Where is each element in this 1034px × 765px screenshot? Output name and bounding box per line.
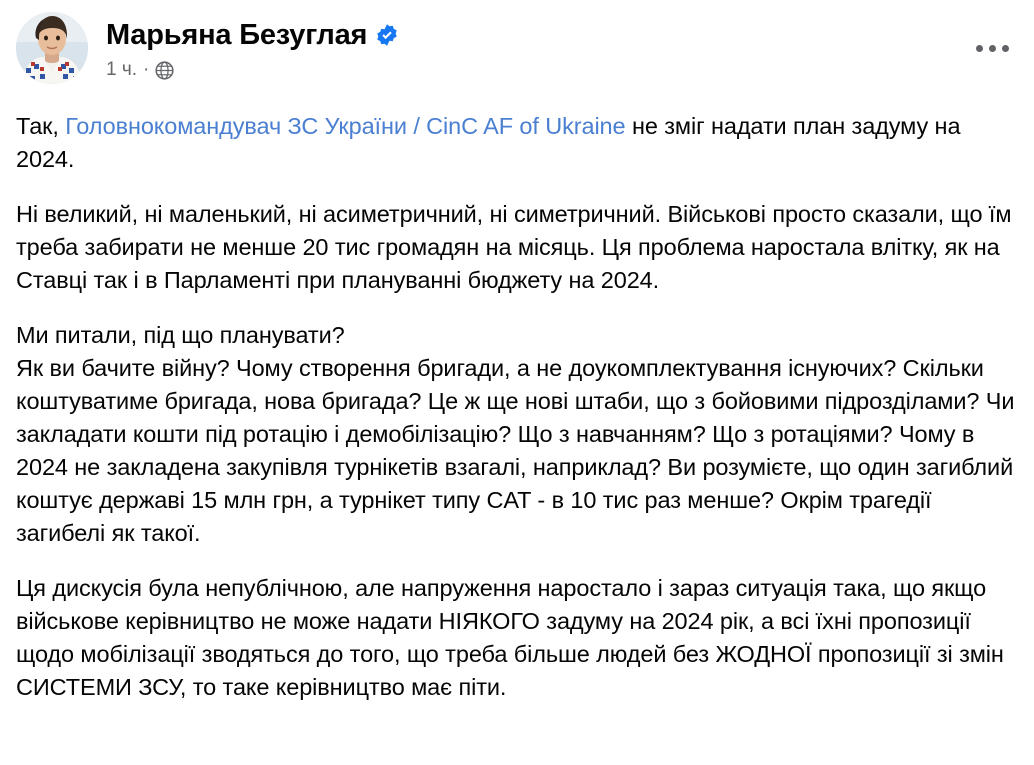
post-body [16, 110, 1018, 704]
post-timestamp[interactable]: 1 ч. [106, 59, 138, 80]
author-line [106, 18, 399, 52]
author-name[interactable]: Марьяна Безуглая [106, 19, 368, 51]
post-paragraph [16, 572, 1018, 704]
avatar[interactable] [16, 12, 88, 84]
post-author-block [106, 12, 399, 81]
paragraph-text: Ні великий, ні маленький, ні асиметричний, ні симетричний. Військові просто сказали, що їм треба забирати не менше 20 тис громадян на місяць. Ця проблема наростала влітку, як на Ставці так і в Парламенті при плануванні бюджету на 2024. [16, 201, 1012, 293]
paragraph-text: Як ви бачите війну? Чому створення бригади, а не доукомплектування існуючих? Скільки коштуватиме бригада, нова бригада? Це ж ще нові штаби, що з бойовими підрозділами? Чи закладати кошти під ротацію і демобілізацію? Що з навчанням? Що з ротаціями? Чому в 2024 не закладена закупівля турнікетів взагалі, наприклад? Ви розумієте, що один загиблий коштує державі 15 млн грн, а турнікет типу CAT - в 10 тис раз менше? Окрім трагедії загибелі як такої. [16, 355, 1015, 546]
paragraph-text: Ми питали, під що планувати? [16, 322, 345, 348]
cinc-af-of-ukraine-link[interactable]: Головнокомандувач ЗС України / CinC AF of Ukraine [65, 113, 626, 139]
globe-icon[interactable] [155, 61, 174, 80]
post-paragraph [16, 110, 1018, 176]
post-paragraph [16, 352, 1018, 550]
paragraph-text: Так, [16, 113, 66, 139]
post-meta [106, 59, 399, 81]
more-dot-3 [1002, 45, 1009, 52]
more-dot-2 [989, 45, 996, 52]
paragraph-text: не зміг надати план задуму на 2024. [16, 113, 961, 172]
post-header [16, 12, 1018, 96]
paragraph-text: Ця дискусія була непублічною, але напруження наростало і зараз ситуація така, що якщо військове керівництво не може надати НІЯКОГО задуму на 2024 рік, а всі їхні пропозиції щодо мобілізації зводяться до того, що треба більше людей без ЖОДНОЇ пропозиції зі змін СИСТЕМИ ЗСУ, то таке керівництво має піти. [16, 575, 1004, 700]
more-dot-1 [976, 45, 983, 52]
verified-badge-icon [375, 23, 399, 47]
post-options-button[interactable] [970, 32, 1014, 64]
meta-separator: · [143, 59, 150, 80]
post-paragraph [16, 319, 1018, 352]
post-paragraph [16, 198, 1018, 297]
